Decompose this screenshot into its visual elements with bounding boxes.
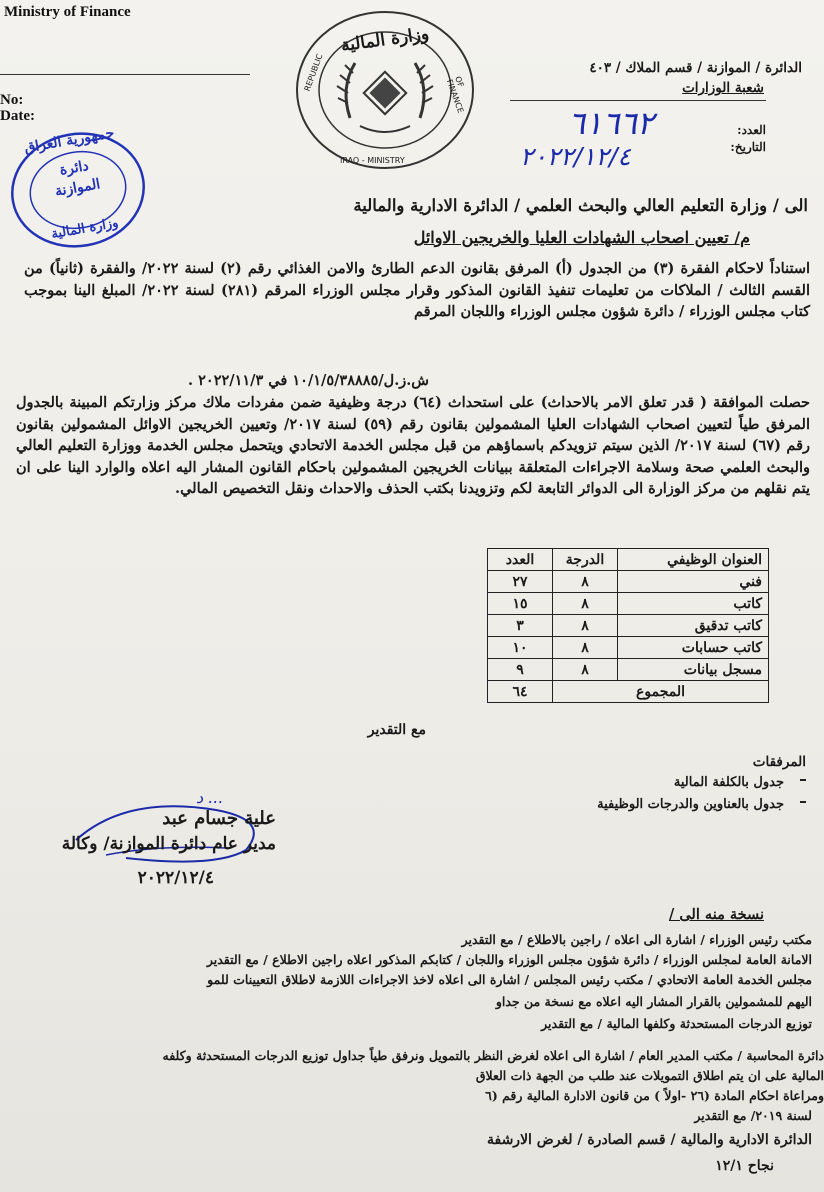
header-grade: الدرجة <box>553 549 618 571</box>
reference-line: ش.ز.ل/١٠/١/٥/٣٨٨٨٥ في ٢٠٢٢/١١/٣ . <box>188 372 429 389</box>
paragraph-1: استناداً لاحكام الفقرة (٣) من الجدول (أ) المرفق بقانون الدعم الطارئ والامن الغذائي رقم (٢) لسنة ٢٠٢٢/ والفقرة (ثانياً) من القسم الثالث / الملاكات من تعليمات تنفيذ القانون المذكور وقرار مجلس الوزراء المرقم (٢٨١) لسنة ٢٠٢٢/ المبلغ الينا بموجب كتاب مجلس الوزراء / دائرة شؤون مجلس الوزراء واللجان المرقم <box>24 260 810 320</box>
table-row <box>488 571 769 593</box>
seal-ring-left: REPUBLIC <box>302 52 325 93</box>
handwritten-number: ٦١٦٦٢ <box>568 104 654 142</box>
row-title: مسجل بيانات <box>618 659 769 681</box>
row-title: كاتب <box>618 593 769 615</box>
table-row <box>488 637 769 659</box>
stamp-line1: دائرة <box>58 157 90 179</box>
total-label: المجموع <box>553 681 769 703</box>
signatory-name: علية جسام عبد <box>162 808 276 829</box>
seal-arabic-text: وزارة المالية <box>339 23 431 57</box>
attachment-bullet <box>800 801 806 803</box>
seal-ring-right: OF FINANCE <box>444 75 466 115</box>
stamp-line3: وزارة المالية <box>50 215 120 243</box>
date-label-en: Date: <box>0 108 35 124</box>
row-grade: ٨ <box>553 637 618 659</box>
row-grade: ٨ <box>553 615 618 637</box>
number-label-en: No: <box>0 92 24 108</box>
handwritten-date: ٢٠٢٢/١٢/٤ <box>520 142 631 171</box>
department-line: الدائرة / الموازنة / قسم الملاك / ٤٠٣ <box>589 60 802 76</box>
date-label-ar: التاريخ: <box>730 140 766 154</box>
subject: م/ تعيين اصحاب الشهادات العليا والخريجين الاوائل <box>413 228 750 247</box>
ministry-english-title: Ministry of Finance <box>4 4 131 20</box>
copy-line: دائرة المحاسبة / مكتب المدير العام / اشارة الى اعلاه لغرض النظر بالتمويل ونرفق طياً جداول توزيع الدرجات المستحدثة وكلفه <box>162 1048 824 1063</box>
closing-remark: مع التقدير <box>367 722 426 738</box>
table-row <box>488 615 769 637</box>
row-grade: ٨ <box>553 593 618 615</box>
signature-date: ٢٠٢٢/١٢/٤ <box>137 868 214 888</box>
copy-line: مكتب رئيس الوزراء / اشارة الى اعلاه / راجين بالاطلاع / مع التقدير <box>461 932 812 947</box>
copy-line: المالية على ان يتم اطلاق التمويلات عند طلب من الجهة ذات العلاق <box>475 1068 824 1083</box>
row-title: كاتب حسابات <box>618 637 769 659</box>
job-grades-table <box>487 548 769 703</box>
row-count: ٣ <box>488 615 553 637</box>
attachment-item: جدول بالعناوين والدرجات الوظيفية <box>597 797 784 812</box>
copy-line: توزيع الدرجات المستحدثة وكلفها المالية / مع التقدير <box>541 1016 812 1031</box>
row-count: ١٥ <box>488 593 553 615</box>
copy-line: اليهم للمشمولين بالقرار المشار اليه اعلاه مع نسخة من جداو <box>495 994 812 1009</box>
copy-line: مجلس الخدمة العامة الاتحادي / مكتب رئيس المجلس / اشارة الى اعلاه لاخذ الاجراءات اللازمة لاطلاق التعيينات للمو <box>207 972 812 987</box>
row-count: ٩ <box>488 659 553 681</box>
copies-heading: نسخة منه الى / <box>669 906 764 923</box>
table-header-row <box>488 549 769 571</box>
section-line: شعبة الوزارات <box>682 80 764 96</box>
row-grade: ٨ <box>553 659 618 681</box>
row-title: كاتب تدقيق <box>618 615 769 637</box>
header-rule-right <box>510 100 766 101</box>
attachment-bullet <box>800 779 806 781</box>
seal-ring-bottom: IRAQ - MINISTRY <box>340 156 405 165</box>
row-count: ١٠ <box>488 637 553 659</box>
row-count: ٢٧ <box>488 571 553 593</box>
total-value: ٦٤ <box>488 681 553 703</box>
header-count: العدد <box>488 549 553 571</box>
copy-line: ومراعاة احكام المادة (٢٦ -اولاً ) من قانون الادارة المالية رقم (٦ <box>485 1088 824 1103</box>
header-rule-left <box>0 74 250 75</box>
stamp-line2: الموازنة <box>53 176 102 200</box>
stamp-arc-text: جمهورية العراق <box>23 124 116 157</box>
signatory-title: مدير عام دائرة الموازنة/ وكالة <box>61 834 276 854</box>
number-label-ar: العدد: <box>737 123 766 137</box>
table-row <box>488 659 769 681</box>
header-title: العنوان الوظيفي <box>618 549 769 571</box>
typist-initials: نجاح ١٢/١ <box>715 1158 774 1174</box>
paragraph-2: حصلت الموافقة ( قدر تعلق الامر بالاحداث) على استحداث (٦٤) درجة وظيفية ضمن مفردات ملاك مركز وزارتكم المبينة بالجدول المرفق طياً لتعيين اصحاب الشهادات العليا المشمولين بقانون رقم (٥٩) لسنة ٢٠١٧/ وتعيين الخريجين الاوائل المشمولين بقانون رقم (٦٧) لسنة ٢٠١٧/ الذين سيتم تزويدكم باسماؤهم من قبل مجلس الخدمة الاتحادي ويتحمل مجلس الخدمة ووزارة التعليم العالي والبحث العلمي صحة وسلامة الاجراءات المتعلقة ببيانات الخريجين المشمولين باحكام القانون المشار اليه اعلاه والوارد الينا على ان يتم نقلهم من مركز الوزارة الى الدوائر التابعة لكم وتزويدنا بكتب الحذف والاحداث ونقل التخصيص المالي. <box>16 394 810 497</box>
attachment-item: جدول بالكلفة المالية <box>673 775 784 790</box>
copy-line: الدائرة الادارية والمالية / قسم الصادرة / لغرض الارشفة <box>486 1132 812 1148</box>
copy-line: لسنة ٢٠١٩/ مع التقدير <box>694 1108 812 1123</box>
row-grade: ٨ <box>553 571 618 593</box>
table-row <box>488 593 769 615</box>
signature-mark: د ... <box>196 788 224 807</box>
attachments-label: المرفقات <box>752 754 806 770</box>
table-total-row <box>488 681 769 703</box>
row-title: فني <box>618 571 769 593</box>
copy-line: الامانة العامة لمجلس الوزراء / دائرة شؤون مجلس الوزراء واللجان / كتابكم المذكور اعلاه راجين الاطلاع / مع التقدير <box>206 952 812 967</box>
addressee: الى / وزارة التعليم العالي والبحث العلمي / الدائرة الادارية والمالية <box>353 196 808 215</box>
ministry-seal <box>290 8 480 178</box>
